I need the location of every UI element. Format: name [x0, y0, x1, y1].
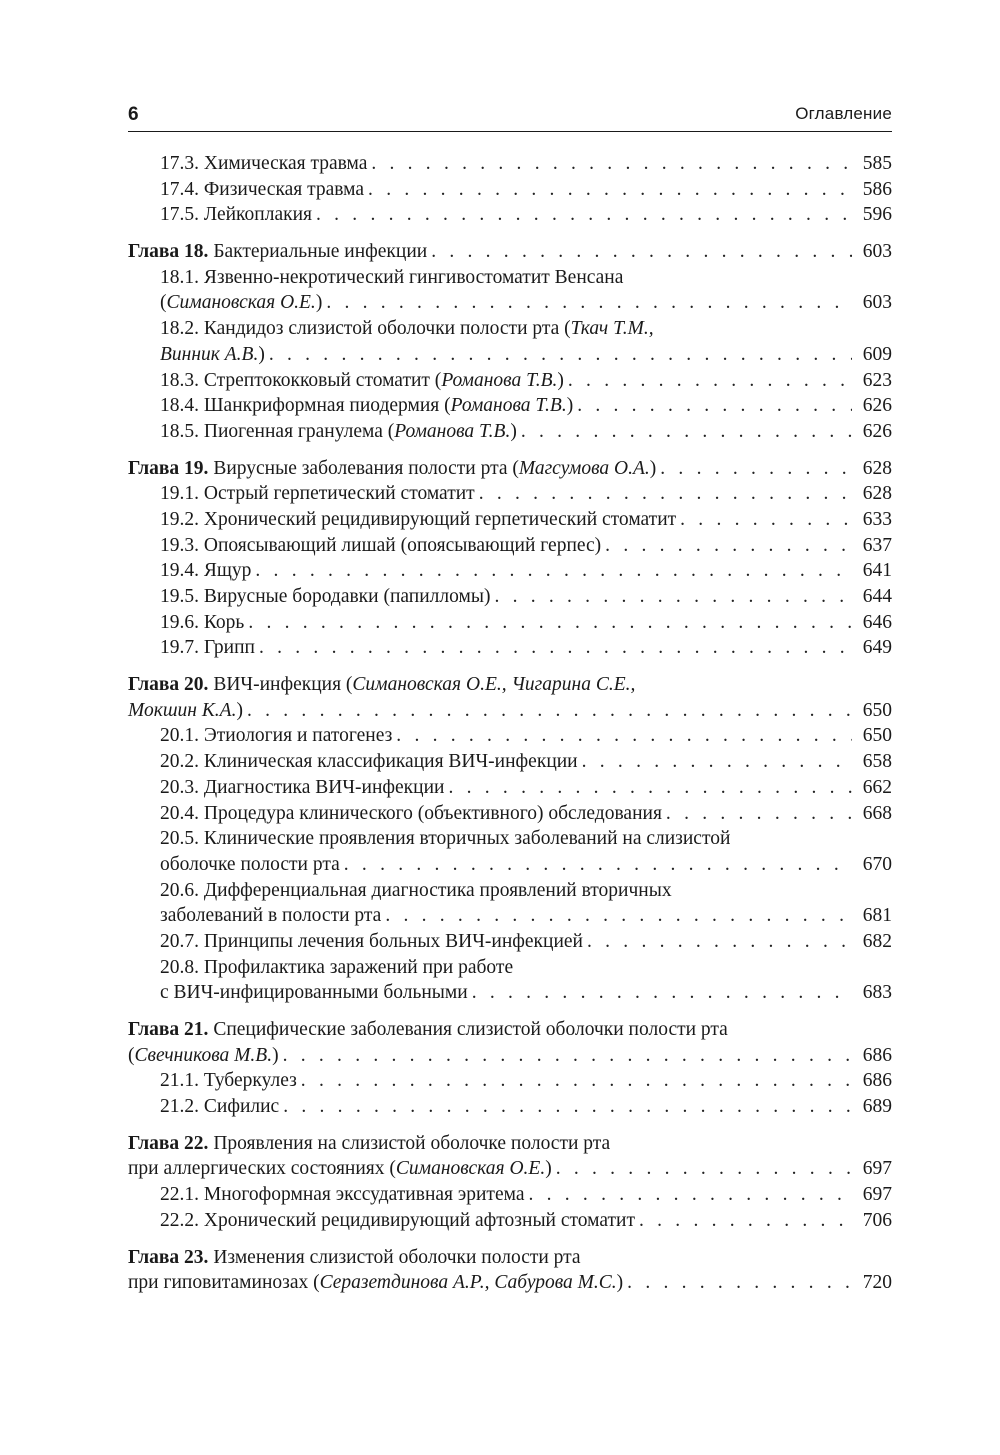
author-name: Симановская О.Е. [166, 292, 316, 314]
dot-leader [448, 775, 852, 801]
page-ref: 646 [862, 611, 892, 633]
dot-leader [431, 239, 852, 265]
page-ref: 662 [862, 776, 892, 798]
entry-title: 19.1. Острый герпетический стоматит [160, 483, 475, 505]
page-ref: 658 [862, 751, 892, 773]
page-ref: 670 [862, 853, 892, 875]
entry-title: 22.2. Хронический рецидивирующий афтозный стоматит [160, 1209, 635, 1231]
page-ref: 644 [862, 586, 892, 607]
dot-leader [269, 342, 852, 368]
dot-leader [660, 456, 852, 482]
toc-entry[interactable] [128, 1094, 892, 1120]
toc-entry[interactable] [128, 265, 892, 291]
toc-entry[interactable] [128, 419, 892, 445]
dot-leader [368, 177, 852, 203]
dot-leader [326, 290, 852, 316]
dot-leader [577, 393, 852, 419]
chapter-entry-continuation[interactable] [128, 1270, 892, 1296]
chapter-number: Глава 20. [128, 674, 209, 696]
toc-entry-continuation[interactable] [128, 290, 892, 316]
dot-leader [472, 980, 852, 1006]
toc-entry[interactable] [128, 801, 892, 827]
author-name: Романова Т.В. [394, 420, 511, 442]
author-name: Романова Т.В. [450, 395, 567, 417]
dot-leader [639, 1208, 852, 1234]
page-ref: 686 [862, 1070, 892, 1092]
dot-leader [521, 419, 852, 445]
toc-entry[interactable] [128, 878, 892, 904]
author-name: Симановская О.Е. [395, 1158, 546, 1180]
page-ref: 681 [862, 905, 892, 927]
toc-entry[interactable] [128, 533, 892, 559]
toc-block-ch23 [128, 1234, 892, 1296]
toc-entry[interactable] [128, 635, 892, 661]
chapter-entry[interactable] [128, 672, 892, 698]
entry-title: Мокшин К.А.) [128, 699, 243, 721]
toc-entry[interactable] [128, 507, 892, 533]
toc-entry[interactable] [128, 393, 892, 419]
entry-title: Глава 18. Бактериальные инфекции [128, 241, 428, 263]
chapter-entry[interactable] [128, 239, 892, 265]
toc-entry-continuation[interactable] [128, 852, 892, 878]
chapter-number: Глава 18. [128, 241, 209, 263]
entry-title: 19.2. Хронический рецидивирующий герпетический стоматит [160, 508, 677, 530]
dot-leader [301, 1068, 852, 1094]
entry-title: Глава 23. Изменения слизистой оболочки полости рта [128, 1246, 581, 1268]
page-ref: 633 [862, 508, 892, 530]
toc-entry[interactable] [128, 558, 892, 584]
toc-entry[interactable] [128, 749, 892, 775]
toc-block-ch17 [128, 151, 892, 228]
chapter-entry[interactable] [128, 1017, 892, 1043]
entry-title: при аллергических состояниях (Симановская О.Е.) [128, 1158, 552, 1180]
dot-leader [556, 1156, 852, 1182]
toc-entry[interactable] [128, 1182, 892, 1208]
entry-title: 18.3. Стрептококковый стоматит (Романова Т.В.) [160, 369, 564, 391]
dot-leader [247, 698, 852, 724]
toc-entry[interactable] [128, 929, 892, 955]
toc-entry[interactable] [128, 481, 892, 507]
author-name: Магсумова О.А. [518, 457, 650, 479]
entry-title: 17.5. Лейкоплакия [160, 204, 312, 226]
page-ref: 596 [862, 204, 892, 226]
page-ref: 682 [862, 930, 892, 952]
dot-leader [479, 481, 852, 507]
dot-leader [666, 801, 852, 827]
page-ref: 609 [862, 343, 892, 365]
entry-title: 20.6. Дифференциальная диагностика проявлений вторичных [160, 879, 672, 901]
author-name: Романова Т.В. [441, 369, 558, 391]
author-name: Винник А.В. [160, 343, 259, 365]
page-ref: 650 [862, 699, 892, 721]
author-name: Ткач Т.М., [570, 318, 654, 340]
dot-leader [283, 1094, 852, 1120]
entry-title: 18.1. Язвенно-некротический гингивостоматит Венсана [160, 266, 624, 288]
toc-entry[interactable] [128, 202, 892, 228]
toc-block-ch19 [128, 445, 892, 662]
entry-title: Глава 21. Специфические заболевания слизистой оболочки полости рта [128, 1019, 728, 1040]
dot-leader [605, 533, 852, 559]
page-ref: 720 [862, 1272, 892, 1294]
entry-title: 19.4. Ящур [160, 560, 252, 582]
entry-title: (Симановская О.Е.) [160, 292, 323, 314]
entry-title: Винник А.В.) [160, 343, 265, 365]
page-ref: 603 [862, 292, 892, 314]
toc-entry[interactable] [128, 955, 892, 981]
entry-title: (Свечникова М.В.) [128, 1044, 279, 1066]
entry-title: 19.3. Опоясывающий лишай (опоясывающий герпес) [160, 534, 602, 556]
entry-title: 21.2. Сифилис [160, 1096, 280, 1118]
dot-leader [316, 202, 852, 228]
toc-entry[interactable] [128, 368, 892, 394]
entry-title: 20.7. Принципы лечения больных ВИЧ-инфекцией [160, 930, 583, 952]
dot-leader [259, 635, 852, 661]
page-ref: 623 [862, 369, 892, 391]
toc-entry[interactable] [128, 826, 892, 852]
dot-leader [680, 507, 852, 533]
dot-leader [627, 1270, 852, 1296]
page-ref: 626 [862, 420, 892, 442]
entry-title: 19.5. Вирусные бородавки (папилломы) [160, 586, 491, 607]
dot-leader [528, 1182, 852, 1208]
entry-title: 20.3. Диагностика ВИЧ-инфекции [160, 776, 445, 798]
page-ref: 586 [862, 178, 892, 200]
page-ref: 697 [862, 1184, 892, 1206]
entry-title: 20.5. Клинические проявления вторичных заболеваний на слизистой [160, 828, 731, 850]
toc-entry[interactable] [128, 610, 892, 636]
toc-entry[interactable] [128, 316, 892, 342]
page-ref: 706 [862, 1209, 892, 1231]
toc-block-ch22 [128, 1120, 892, 1234]
entry-title: 20.4. Процедура клинического (объективного) обследования [160, 802, 662, 824]
entry-title: 18.2. Кандидоз слизистой оболочки полости рта (Ткач Т.М., [160, 318, 654, 340]
entry-title: 18.4. Шанкриформная пиодермия (Романова Т.В.) [160, 395, 574, 417]
toc-block-ch20 [128, 661, 892, 1006]
author-name: Серазетдинова А.Р., Сабурова М.С. [319, 1272, 617, 1294]
page-ref: 585 [862, 153, 892, 174]
chapter-number: Глава 22. [128, 1132, 209, 1154]
entry-title: 17.4. Физическая травма [160, 178, 365, 200]
entry-title: 20.1. Этиология и патогенез [160, 725, 393, 747]
toc-entry-continuation[interactable] [128, 980, 892, 1006]
table-of-contents [128, 151, 892, 1296]
toc-entry[interactable] [128, 151, 892, 177]
entry-title: 19.6. Корь [160, 611, 245, 633]
page-ref: 641 [862, 560, 892, 582]
toc-entry[interactable] [128, 723, 892, 749]
dot-leader [248, 610, 852, 636]
page-ref: 697 [862, 1158, 892, 1180]
dot-leader [385, 903, 852, 929]
page-ref: 628 [862, 457, 892, 479]
toc-entry[interactable] [128, 775, 892, 801]
entry-title: оболочке полости рта [160, 853, 340, 875]
entry-title: Глава 19. Вирусные заболевания полости рта (Магсумова О.А.) [128, 457, 657, 479]
dot-leader [371, 151, 852, 177]
dot-leader [587, 929, 852, 955]
dot-leader [344, 852, 852, 878]
entry-title: 20.2. Клиническая классификация ВИЧ-инфекции [160, 751, 578, 773]
entry-title: 21.1. Туберкулез [160, 1070, 297, 1092]
dot-leader [568, 368, 852, 394]
chapter-entry[interactable] [128, 1245, 892, 1271]
running-title: Оглавление [795, 104, 892, 123]
dot-leader [582, 749, 852, 775]
chapter-entry-continuation[interactable] [128, 1043, 892, 1069]
chapter-number: Глава 21. [128, 1019, 209, 1040]
page-ref: 650 [862, 725, 892, 747]
author-name: Мокшин К.А. [128, 699, 237, 721]
toc-entry[interactable] [128, 177, 892, 203]
page-ref: 689 [862, 1096, 892, 1118]
page-ref: 649 [862, 637, 892, 659]
page-ref: 628 [862, 483, 892, 505]
chapter-entry[interactable] [128, 1131, 892, 1157]
dot-leader [494, 584, 852, 610]
chapter-number: Глава 23. [128, 1246, 209, 1268]
entry-title: 18.5. Пиогенная гранулема (Романова Т.В.) [160, 420, 517, 442]
toc-entry[interactable] [128, 1068, 892, 1094]
entry-title: Глава 20. ВИЧ-инфекция (Симановская О.Е., Чигарина С.Е., [128, 674, 636, 696]
entry-title: 20.8. Профилактика заражений при работе [160, 956, 514, 978]
author-name: Симановская О.Е., Чигарина С.Е., [352, 674, 636, 696]
entry-title: Глава 22. Проявления на слизистой оболочке полости рта [128, 1132, 611, 1154]
toc-entry[interactable] [128, 1208, 892, 1234]
entry-title: заболеваний в полости рта [160, 905, 382, 927]
dot-leader [283, 1043, 852, 1069]
entry-title: 19.7. Грипп [160, 637, 255, 659]
page-ref: 683 [862, 982, 892, 1004]
page-number: 6 [128, 104, 139, 125]
header-rule [128, 131, 892, 132]
entry-title: 17.3. Химическая травма [160, 153, 368, 174]
dot-leader [396, 723, 852, 749]
page-ref: 603 [862, 241, 892, 263]
entry-title: при гиповитаминозах (Серазетдинова А.Р., Сабурова М.С.) [128, 1272, 624, 1294]
chapter-number: Глава 19. [128, 457, 209, 479]
chapter-entry[interactable] [128, 456, 892, 482]
toc-entry-continuation[interactable] [128, 342, 892, 368]
page-ref: 668 [862, 802, 892, 824]
page-header [128, 104, 892, 130]
chapter-entry-continuation[interactable] [128, 698, 892, 724]
page-ref: 626 [862, 395, 892, 417]
entry-title: с ВИЧ-инфицированными больными [160, 982, 468, 1004]
toc-entry[interactable] [128, 584, 892, 610]
entry-title: 22.1. Многоформная экссудативная эритема [160, 1184, 525, 1206]
toc-block-ch18 [128, 228, 892, 445]
page-ref: 637 [862, 534, 892, 556]
toc-block-ch21 [128, 1006, 892, 1120]
page-ref: 686 [862, 1044, 892, 1066]
toc-entry-continuation[interactable] [128, 903, 892, 929]
dot-leader [255, 558, 852, 584]
chapter-entry-continuation[interactable] [128, 1156, 892, 1182]
author-name: Свечникова М.В. [134, 1044, 273, 1066]
